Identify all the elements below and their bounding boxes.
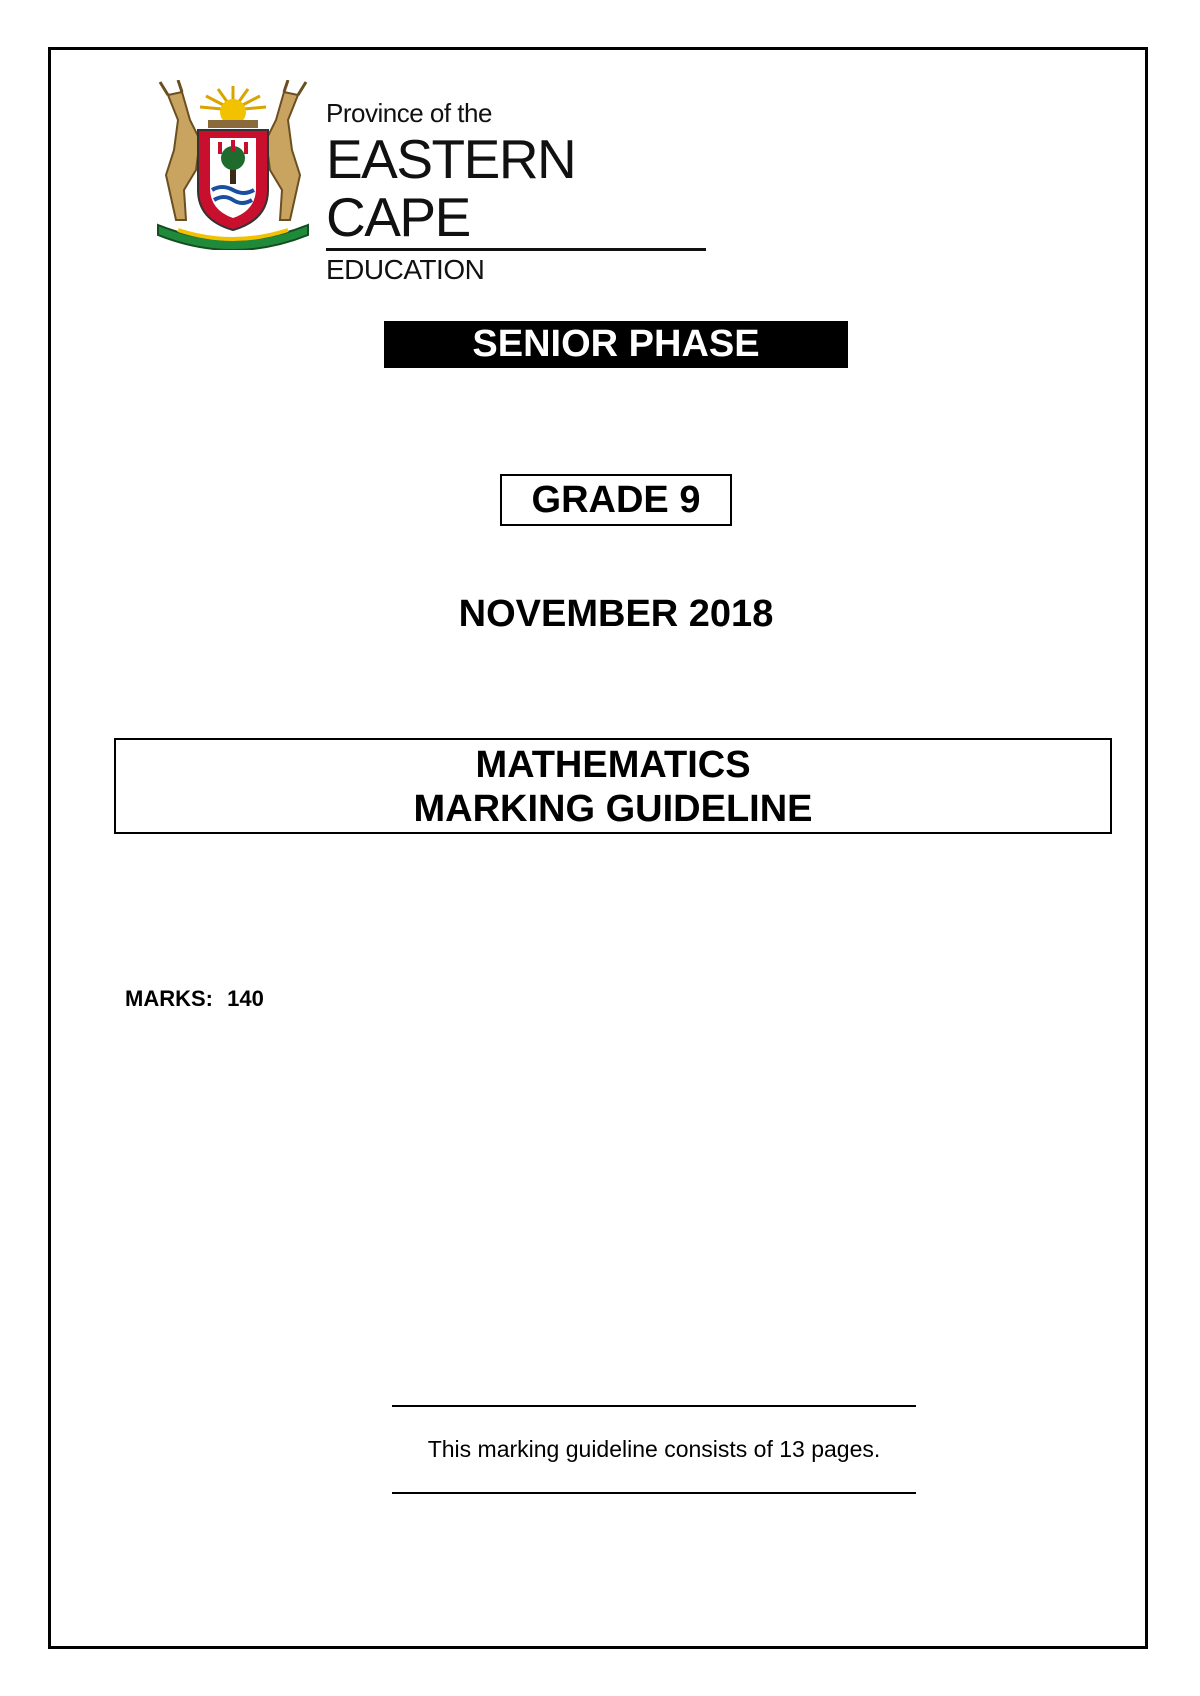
subject-title: MATHEMATICS (475, 744, 751, 786)
document-type: MARKING GUIDELINE (413, 788, 813, 830)
department-name: EDUCATION (326, 254, 485, 285)
marks-line (125, 985, 264, 1013)
coat-of-arms-icon (138, 80, 328, 250)
logo-divider (326, 248, 706, 251)
logo-wordmark (326, 98, 716, 287)
page-border (48, 47, 1148, 1649)
phase-banner: SENIOR PHASE (384, 321, 848, 368)
pages-note: This marking guideline consists of 13 pages. (427, 1436, 881, 1462)
grade-box: GRADE 9 (500, 474, 732, 526)
department-logo (138, 80, 718, 285)
footer-rule-bottom (392, 1492, 916, 1494)
subject-box (114, 738, 1112, 834)
province-line: Province of the (326, 98, 492, 128)
province-name: EASTERN CAPE (326, 128, 576, 248)
footer-rule-top (392, 1405, 916, 1407)
marks-value: 140 (227, 986, 264, 1011)
marks-label: MARKS: (125, 986, 213, 1011)
exam-date: NOVEMBER 2018 (458, 593, 774, 635)
